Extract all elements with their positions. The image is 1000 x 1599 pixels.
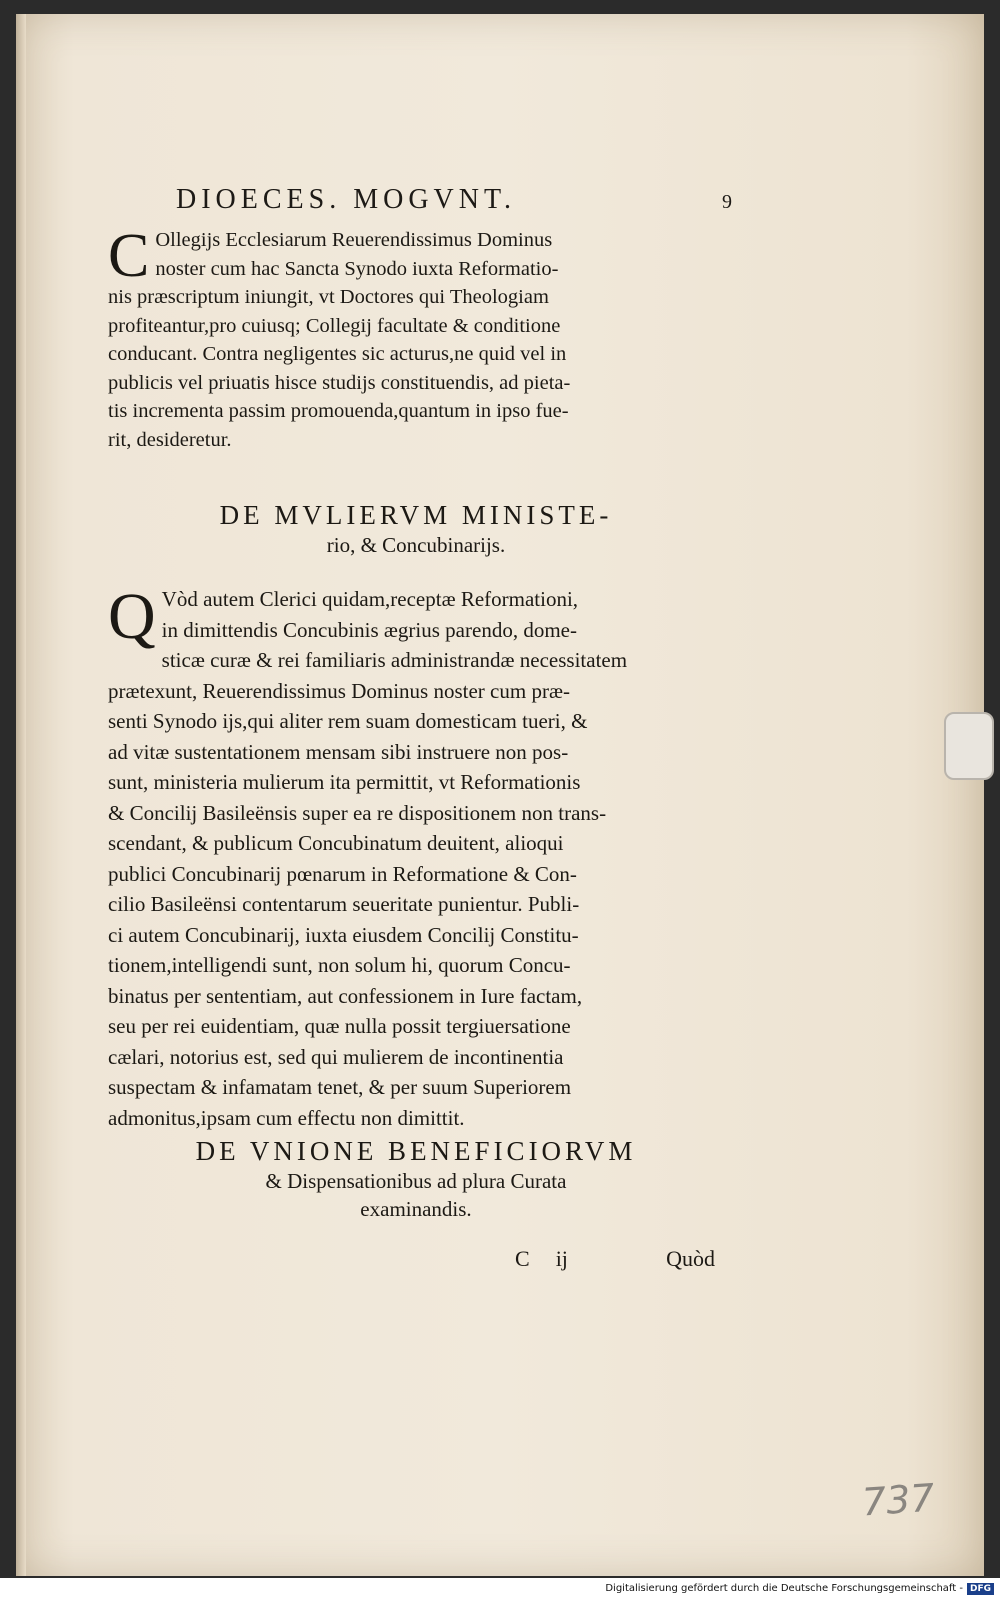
text-line: tis incrementa passim promouenda,quantum in ipso fue- — [108, 400, 569, 422]
dfg-logo: DFG — [967, 1583, 994, 1595]
text-line: in dimittendis Concubinis ægrius parendo, dome- — [161, 617, 577, 642]
heading-sub: & Dispensationibus ad plura Curata — [265, 1169, 567, 1193]
text-line: & Concilij Basileënsis super ea re dispositionem non trans- — [108, 800, 607, 825]
signature-mark — [515, 1246, 568, 1272]
text-line: profiteantur,pro cuiusq; Collegij facultate & conditione — [108, 314, 561, 337]
text-line: noster cum hac Sancta Synodo iuxta Reformatio- — [155, 257, 559, 280]
text-line: ci autem Concubinarij, iuxta eiusdem Concilij Constitu- — [108, 922, 579, 947]
dropcap-c: C — [108, 222, 150, 290]
dropcap-q: Q — [108, 580, 156, 653]
text-line: binatus per sententiam, aut confessionem in Iure factam, — [108, 983, 583, 1008]
text-line: publicis vel priuatis hisce studijs constituendis, ad pieta- — [108, 371, 571, 394]
signature-number: ij — [555, 1246, 568, 1271]
paragraph-1 — [108, 222, 724, 454]
manuscript-page-number: 737 — [860, 1475, 936, 1525]
text-line: scendant, & publicum Concubinatum deuitent, alioqui — [108, 831, 564, 855]
catchword: Quòd — [666, 1246, 715, 1271]
heading-sub: rio, & Concubinarijs. — [326, 533, 506, 557]
text-line: nis præscriptum iniungit, vt Doctores qui Theologiam — [108, 286, 549, 308]
text-line: senti Synodo ijs,qui aliter rem suam domesticam tueri, & — [108, 709, 588, 733]
folio-number: 9 — [722, 191, 732, 213]
heading-caps: DE VNIONE BENEFICIORVM — [195, 1136, 637, 1166]
text-line: publici Concubinarij pœnarum in Reformatione & Con- — [108, 861, 577, 886]
text-line: admonitus,ipsam cum effectu non dimittit. — [108, 1105, 465, 1130]
section-heading-2 — [108, 1136, 724, 1223]
text-line: Ollegijs Ecclesiarum Reuerendissimus Dominus — [155, 229, 553, 251]
text-line: tionem,intelligendi sunt, non solum hi, quorum Concu- — [108, 953, 571, 977]
text-line: conducant. Contra negligentes sic acturus,ne quid vel in — [108, 343, 567, 365]
heading-sub: examinandis. — [360, 1197, 472, 1221]
text-line: sticæ curæ & rei familiaris administrandæ necessitatem — [161, 648, 628, 672]
heading-caps: DE MVLIERVM MINISTE- — [219, 500, 613, 530]
text-line: seu per rei euidentiam, quæ nulla possit tergiuersatione — [108, 1014, 571, 1038]
text-line: suspectam & infamatam tenet, & per suum Superiorem — [108, 1075, 572, 1099]
catchline — [515, 1246, 715, 1272]
text-line: cilio Basileënsi contentarum seueritate punientur. Publi- — [108, 892, 580, 916]
text-line: sunt, ministeria mulierum ita permittit, vt Reformationis — [108, 770, 581, 794]
signature-letter: C — [515, 1246, 530, 1271]
text-line: cælari, notorius est, sed qui mulierem de incontinentia — [108, 1044, 564, 1069]
paragraph-2 — [108, 580, 724, 1133]
running-header — [176, 184, 732, 216]
page-gutter — [16, 14, 26, 1576]
text-line: Vòd autem Clerici quidam,receptæ Reformationi, — [161, 587, 579, 611]
running-title: DIOECES. MOGVNT. — [176, 184, 517, 215]
footer-credit-bar — [0, 1578, 1000, 1599]
section-heading-1 — [108, 500, 724, 559]
page-flip-tab[interactable] — [944, 712, 994, 780]
text-line: prætexunt, Reuerendissimus Dominus noster cum præ- — [108, 678, 570, 703]
text-line: rit, desideretur. — [108, 428, 232, 451]
text-line: ad vitæ sustentationem mensam sibi instruere non pos- — [108, 739, 569, 764]
footer-credit: Digitalisierung gefördert durch die Deutsche Forschungsgemeinschaft - — [605, 1583, 963, 1594]
